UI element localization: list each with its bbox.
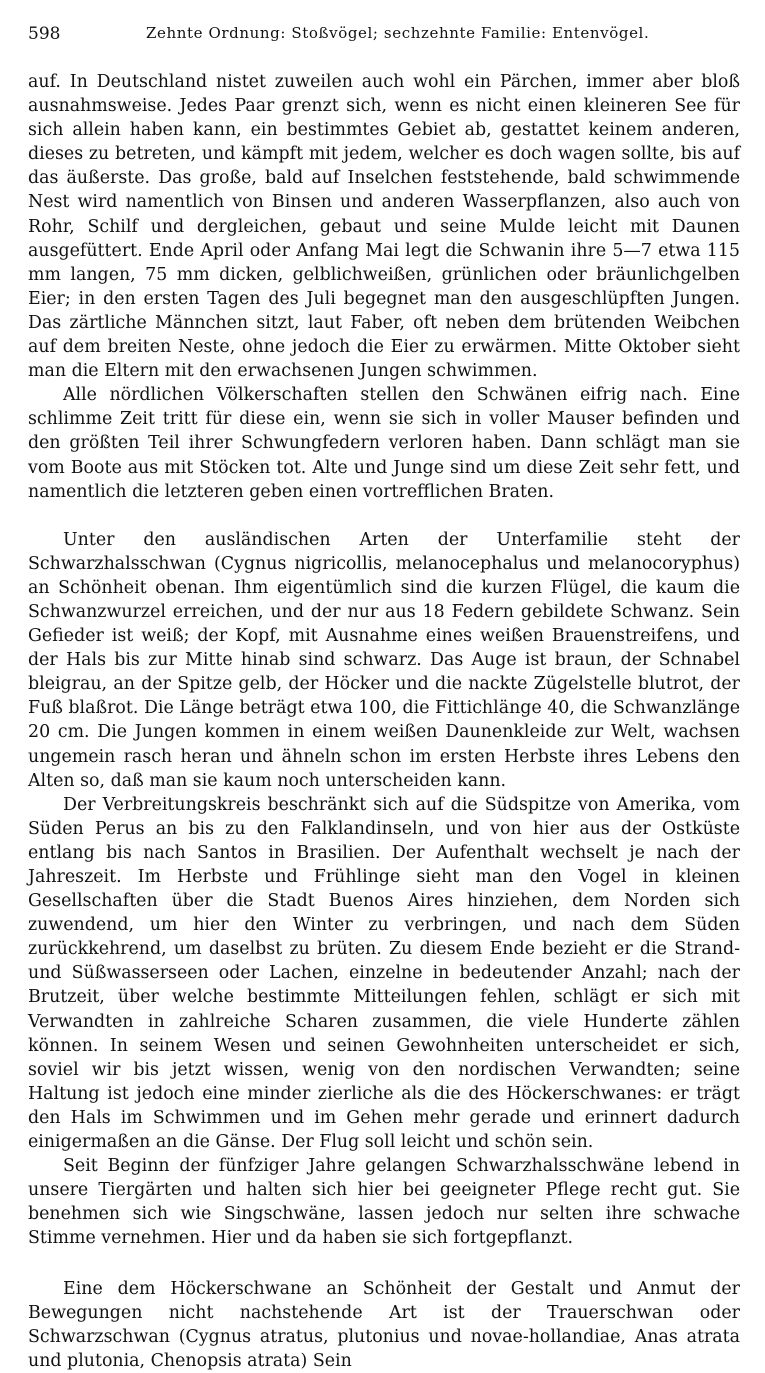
- paragraph-nesting: auf. In Deutschland nistet zuweilen auch wohl ein Pärchen, immer aber bloß ausnahmsweise. Jedes Paar grenzt sich, wenn es nicht einen kleineren See für sich allein haben kann, ein bestimmtes Gebiet ab, gestattet keinem anderen, dieses zu betreten, und kämpft mit jedem, welcher es doch wagen sollte, bis auf das äußerste. Das große, bald auf Inselchen feststehende, bald schwimmende Nest wird namentlich von Binsen und anderen Wasserpflanzen, also auch von Rohr, Schilf und dergleichen, gebaut und seine Mulde leicht mit Daunen ausgefüttert. Ende April oder Anfang Mai legt die Schwanin ihre 5—7 etwa 115 mm langen, 75 mm dicken, gelblichweißen, grünlichen oder bräunlichgelben Eier; in den ersten Tagen des Juli begegnet man den ausgeschlüpften Jungen. Das zärtliche Männchen sitzt, laut Faber, oft neben dem brütenden Weibchen auf dem breiten Neste, ohne jedoch die Eier zu erwärmen. Mitte Oktober sieht man die Eltern mit den erwachsenen Jungen schwimmen.: [28, 72, 740, 382]
- paragraph-black-necked-swan: Unter den ausländischen Arten der Unterfamilie steht der Schwarzhalsschwan (Cygnus nigricollis, melanocephalus und melanocoryphus) an Schönheit obenan. Ihm eigentümlich sind die kurzen Flügel, die kaum die Schwanzwurzel erreichen, und der nur aus 18 Federn gebildete Schwanz. Sein Gefieder ist weiß; der Kopf, mit Ausnahme eines weißen Brauenstreifens, und der Hals bis zur Mitte hinab sind schwarz. Das Auge ist braun, der Schnabel bleigrau, an der Spitze gelb, der Höcker und die nackte Zügelstelle blutrot, der Fuß blaßrot. Die Länge beträgt etwa 100, die Fittichlänge 40, die Schwanzlänge 20 cm. Die Jungen kommen in einem weißen Daunenkleide zur Welt, wachsen ungemein rasch heran und ähneln schon im ersten Herbste ihres Lebens den Alten so, daß man sie kaum noch unterscheiden kann.: [28, 529, 740, 791]
- paragraph-black-swan: Eine dem Höckerschwane an Schönheit der Gestalt und Anmut der Bewegungen nicht nachstehende Art ist der Trauerschwan oder Schwarzschwan (Cygnus atratus, plutonius und novae-hollandiae, Anas atrata und plutonia, Chenopsis atrata) Sein: [28, 1278, 740, 1371]
- section-gap: [28, 504, 740, 528]
- section-gap: [28, 1251, 740, 1277]
- page-number: 598: [28, 24, 61, 44]
- book-page: [28, 14, 740, 1371]
- paragraph-captivity: Seit Beginn der fünfziger Jahre gelangen Schwarzhalsschwäne lebend in unsere Tiergärten und halten sich hier bei geeigneter Pflege recht gut. Sie benehmen sich wie Singschwäne, lassen jedoch nur selten ihre schwache Stimme vernehmen. Hier und da haben sie sich fortgepflanzt.: [28, 1156, 740, 1249]
- paragraph-hunting: Alle nördlichen Völkerschaften stellen den Schwänen eifrig nach. Eine schlimme Zeit tritt für diese ein, wenn sie sich in voller Mauser befinden und den größten Teil ihrer Schwungfedern verloren haben. Dann schlägt man sie vom Boote aus mit Stöcken tot. Alte und Junge sind um diese Zeit sehr fett, und namentlich die letzteren geben einen vortrefflichen Braten.: [28, 385, 740, 502]
- page-body: [28, 70, 740, 1373]
- paragraph-distribution: Der Verbreitungskreis beschränkt sich auf die Südspitze von Amerika, vom Süden Perus an bis zu den Falklandinseln, und von hier aus der Ostküste entlang bis nach Santos in Brasilien. Der Aufenthalt wechselt je nach der Jahreszeit. Im Herbste und Frühlinge sieht man den Vogel in kleinen Gesellschaften über die Stadt Buenos Aires hinziehen, dem Norden sich zuwendend, um hier den Winter zu verbringen, und nach dem Süden zurückkehrend, um daselbst zu brüten. Zu diesem Ende bezieht er die Strand- und Süßwasserseen oder Lachen, einzelne in bedeutender Anzahl; nach der Brutzeit, über welche bestimmte Mitteilungen fehlen, schlägt er sich mit Verwandten in zahlreiche Scharen zusammen, die viele Hunderte zählen können. In seinem Wesen und seinen Gewohnheiten unterscheidet er sich, soviel wir bis jetzt wissen, wenig von den nordischen Verwandten; seine Haltung ist jedoch eine minder zierliche als die des Höckerschwanes: er trägt den Hals im Schwimmen und im Gehen mehr gerade und erinnert dadurch einigermaßen an die Gänse. Der Flug soll leicht und schön sein.: [28, 794, 740, 1153]
- page-header: [28, 14, 740, 48]
- running-title: Zehnte Ordnung: Stoßvögel; sechzehnte Familie: Entenvögel.: [146, 24, 650, 42]
